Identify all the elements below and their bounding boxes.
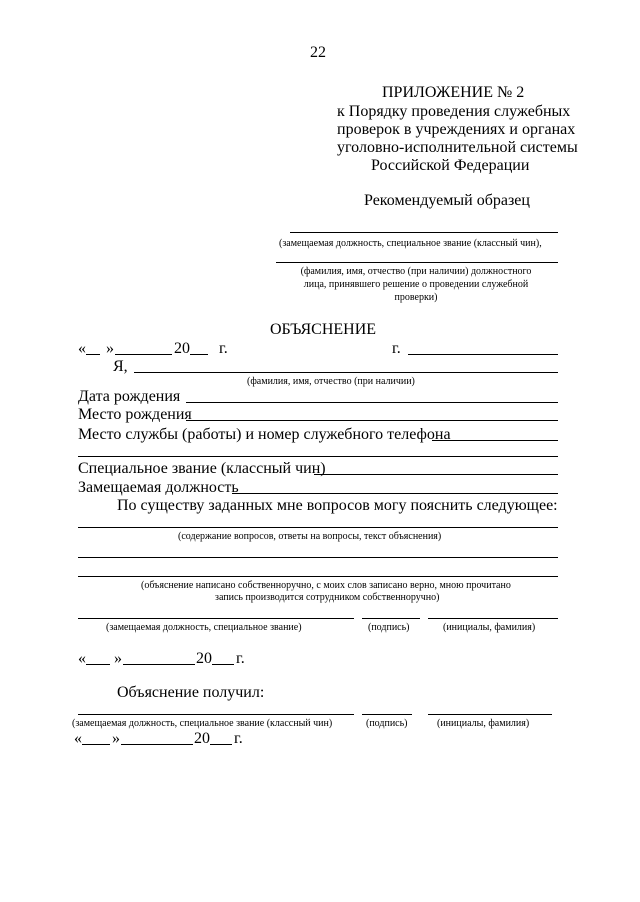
city-prefix: г. (392, 340, 401, 357)
date2-open-quote: « (78, 650, 86, 667)
appendix-line: Российской Федерации (371, 157, 530, 174)
date-year-line[interactable] (190, 354, 208, 355)
birth-date-label: Дата рождения (78, 388, 181, 405)
position-label: Замещаемая должность (78, 479, 239, 496)
fio-line[interactable] (134, 372, 558, 373)
receiver-signature-line[interactable] (362, 714, 412, 715)
addressee-name-line[interactable] (276, 262, 558, 263)
service-place-label: Место службы (работы) и номер служебного телефона (78, 426, 451, 443)
date2-day-line[interactable] (86, 664, 110, 665)
explanation-line-2[interactable] (78, 557, 558, 558)
city-line[interactable] (408, 354, 558, 355)
explanation-line-3[interactable] (78, 576, 558, 577)
explanation-note: запись производится сотрудником собственноручно) (215, 592, 440, 603)
date3-close-quote: » (112, 730, 120, 747)
signer-initials-line[interactable] (428, 618, 558, 619)
document-title: ОБЪЯСНЕНИЕ (270, 321, 377, 338)
date-day-line[interactable] (86, 354, 100, 355)
appendix-line: уголовно-исполнительной системы (337, 139, 578, 156)
i-label: Я, (113, 358, 128, 375)
birth-date-line[interactable] (186, 402, 558, 403)
receiver-position-caption: (замещаемая должность, специальное звание (классный чин) (72, 718, 333, 729)
date-month-line[interactable] (115, 354, 172, 355)
signer-position-line[interactable] (78, 618, 354, 619)
received-label: Объяснение получил: (117, 684, 265, 701)
date3-year-suffix: г. (234, 730, 243, 747)
date3-year-line[interactable] (210, 744, 232, 745)
addressee-name-caption: лица, принявшего решение о проведении служебной (303, 279, 529, 290)
date3-day-line[interactable] (82, 744, 110, 745)
signer-initials-caption: (инициалы, фамилия) (443, 622, 536, 633)
date2-year-line[interactable] (212, 664, 234, 665)
sample-label: Рекомендуемый образец (364, 192, 530, 209)
page-number: 22 (310, 44, 326, 61)
date-close-quote: » (106, 340, 114, 357)
explanation-intro: По существу заданных мне вопросов могу пояснить следующее: (117, 497, 558, 514)
signer-position-caption: (замещаемая должность, специальное звание) (106, 622, 302, 633)
addressee-name-caption: (фамилия, имя, отчество (при наличии) должностного (300, 266, 532, 277)
position-line[interactable] (232, 493, 558, 494)
date3-open-quote: « (74, 730, 82, 747)
appendix-title: ПРИЛОЖЕНИЕ № 2 (382, 84, 525, 101)
addressee-name-caption: проверки) (394, 292, 438, 303)
special-rank-label: Специальное звание (классный чин) (78, 460, 326, 477)
addressee-position-line[interactable] (290, 232, 558, 233)
service-place-line-2[interactable] (78, 456, 558, 457)
signer-signature-caption: (подпись) (368, 622, 410, 633)
special-rank-line[interactable] (314, 474, 558, 475)
fio-caption: (фамилия, имя, отчество (при наличии) (247, 376, 415, 387)
appendix-line: проверок в учреждениях и органах (337, 121, 576, 138)
date-year-suffix: г. (219, 340, 228, 357)
date3-year-prefix: 20 (194, 730, 210, 747)
receiver-initials-caption: (инициалы, фамилия) (437, 718, 530, 729)
addressee-position-caption: (замещаемая должность, специальное звание (классный чин), (279, 238, 542, 249)
explanation-content-caption: (содержание вопросов, ответы на вопросы, текст объяснения) (178, 531, 442, 542)
service-place-line[interactable] (432, 440, 558, 441)
date-open-quote: « (78, 340, 86, 357)
receiver-position-line[interactable] (78, 714, 354, 715)
explanation-line-1[interactable] (78, 527, 558, 528)
receiver-signature-caption: (подпись) (366, 718, 408, 729)
date2-close-quote: » (114, 650, 122, 667)
date-year-prefix: 20 (174, 340, 190, 357)
birth-place-line[interactable] (186, 420, 558, 421)
date2-month-line[interactable] (123, 664, 195, 665)
explanation-note: (объяснение написано собственноручно, с моих слов записано верно, мною прочитано (141, 580, 511, 591)
appendix-line: к Порядку проведения служебных (337, 103, 571, 120)
date2-year-suffix: г. (236, 650, 245, 667)
date3-month-line[interactable] (121, 744, 193, 745)
birth-place-label: Место рождения (78, 406, 192, 423)
date2-year-prefix: 20 (196, 650, 212, 667)
signer-signature-line[interactable] (362, 618, 420, 619)
receiver-initials-line[interactable] (428, 714, 552, 715)
